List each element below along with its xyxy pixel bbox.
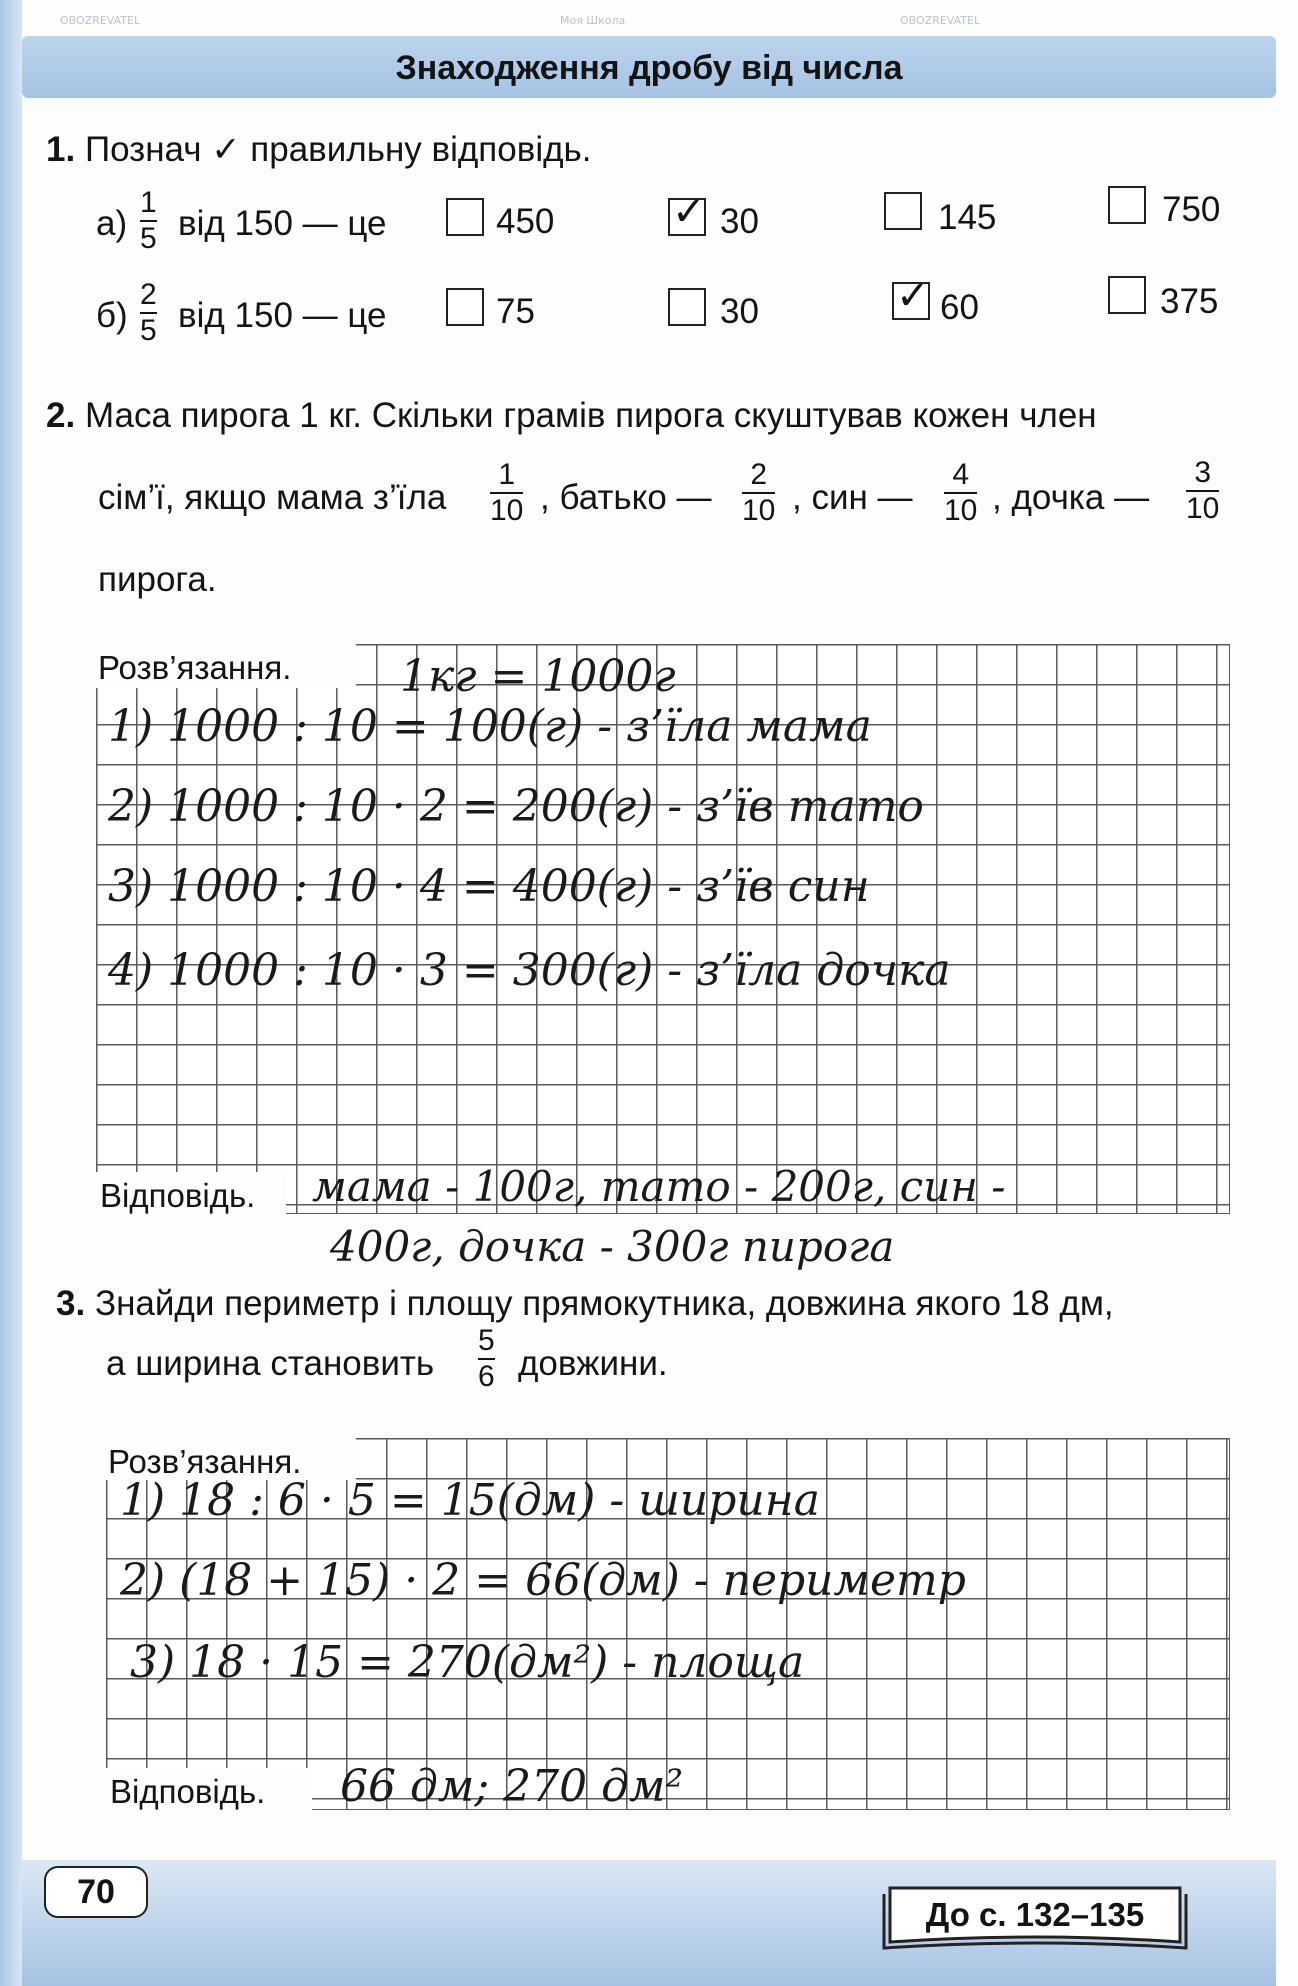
task2-line1: 2. Маса пирога 1 кг. Скільки грамів пирога скуштував кожен член: [46, 396, 1097, 435]
option-a-750-label: 750: [1162, 190, 1221, 229]
task2-hw-line-1: 1) 1000 : 10 = 100(г) - з’їла мама: [108, 701, 872, 752]
task2-answer-line2: 400г, дочка - 300г пирога: [330, 1222, 895, 1271]
task1-row-b-text: від 150 — це: [178, 296, 387, 335]
task3-hw-line-0: 1) 18 : 6 · 5 = 15(дм) - ширина: [120, 1475, 820, 1526]
option-a-450-checkbox[interactable]: [446, 198, 484, 236]
task2-line3: пирога.: [98, 560, 217, 599]
task3-answer-label: Відповідь.: [110, 1773, 266, 1810]
task2-daughter-text: , дочка —: [992, 478, 1150, 517]
task2-father-text: , батько —: [540, 478, 712, 517]
task3-line2-end: довжини.: [518, 1344, 668, 1383]
task1-row-a-fraction: 1 5: [140, 186, 157, 255]
task3-solution-label: Розв’язання.: [108, 1443, 302, 1480]
option-b-30-label: 30: [720, 292, 759, 331]
task1-row-a-label: а): [96, 204, 128, 243]
option-a-145-checkbox[interactable]: [884, 192, 922, 230]
task2-answer-label: Відповідь.: [100, 1177, 256, 1214]
task3-answer: 66 дм; 270 дм²: [340, 1761, 684, 1812]
task3-fraction: 5 6: [478, 1324, 495, 1393]
task2-fraction-son: 4 10: [944, 458, 978, 527]
option-b-60-label: 60: [940, 288, 979, 327]
watermark-text: OBOZREVATEL: [900, 14, 981, 27]
side-strip: [0, 0, 22, 1986]
option-b-75-checkbox[interactable]: [446, 288, 484, 326]
option-a-750-checkbox[interactable]: [1108, 186, 1146, 224]
task2-fraction-daughter: 3 10: [1186, 456, 1220, 525]
task1-row-b-label: б): [96, 296, 128, 335]
task2-fraction-mom: 1 10: [490, 458, 524, 527]
option-a-30-checkbox[interactable]: [668, 189, 706, 236]
task2-son-text: , син —: [792, 478, 913, 517]
task1-row-b-fraction: 2 5: [140, 278, 157, 347]
option-b-375-label: 375: [1160, 282, 1219, 321]
task2-solution-label: Розв’язання.: [98, 649, 292, 686]
task2-hw-line-3: 3) 1000 : 10 · 4 = 400(г) - з’їв син: [108, 861, 870, 912]
task2-line2-start: сім’ї, якщо мама з’їла: [98, 478, 447, 517]
task1-prompt: 1. Познач ✓ правильну відповідь.: [46, 130, 592, 170]
task3-hw-line-2: 3) 18 · 15 = 270(дм²) - площа: [130, 1637, 805, 1688]
check-mark-icon: ✓: [896, 273, 930, 319]
option-a-30-label: 30: [720, 202, 759, 241]
option-a-450-label: 450: [496, 202, 555, 241]
option-b-30-checkbox[interactable]: [668, 288, 706, 326]
check-mark-icon: ✓: [672, 189, 706, 235]
option-b-75-label: 75: [496, 292, 535, 331]
page-number: 70: [44, 1866, 148, 1918]
watermark-text: Моя Школа: [560, 14, 626, 27]
task2-hw-line-0: 1кг = 1000г: [400, 651, 676, 702]
task3-line1: 3. Знайди периметр і площу прямокутника, довжина якого 18 дм,: [56, 1284, 1114, 1323]
page-reference: До с. 132–135: [925, 1896, 1145, 1933]
option-a-145-label: 145: [938, 198, 997, 237]
task2-answer-line1: мама - 100г, тато - 200г, син -: [312, 1162, 1006, 1211]
task2-fraction-father: 2 10: [742, 458, 776, 527]
option-b-375-checkbox[interactable]: [1108, 276, 1146, 314]
task2-hw-line-4: 4) 1000 : 10 · 3 = 300(г) - з’їла дочка: [108, 945, 951, 996]
task3-hw-line-1: 2) (18 + 15) · 2 = 66(дм) - периметр: [120, 1555, 966, 1606]
task2-hw-line-2: 2) 1000 : 10 · 2 = 200(г) - з’їв тато: [108, 781, 924, 832]
task3-line2-start: а ширина становить: [106, 1344, 435, 1383]
task1-row-a-text: від 150 — це: [178, 204, 387, 243]
option-b-60-checkbox[interactable]: [892, 273, 930, 320]
page-title: Знаходження дробу від числа: [395, 49, 903, 87]
watermark-text: OBOZREVATEL: [60, 14, 141, 27]
